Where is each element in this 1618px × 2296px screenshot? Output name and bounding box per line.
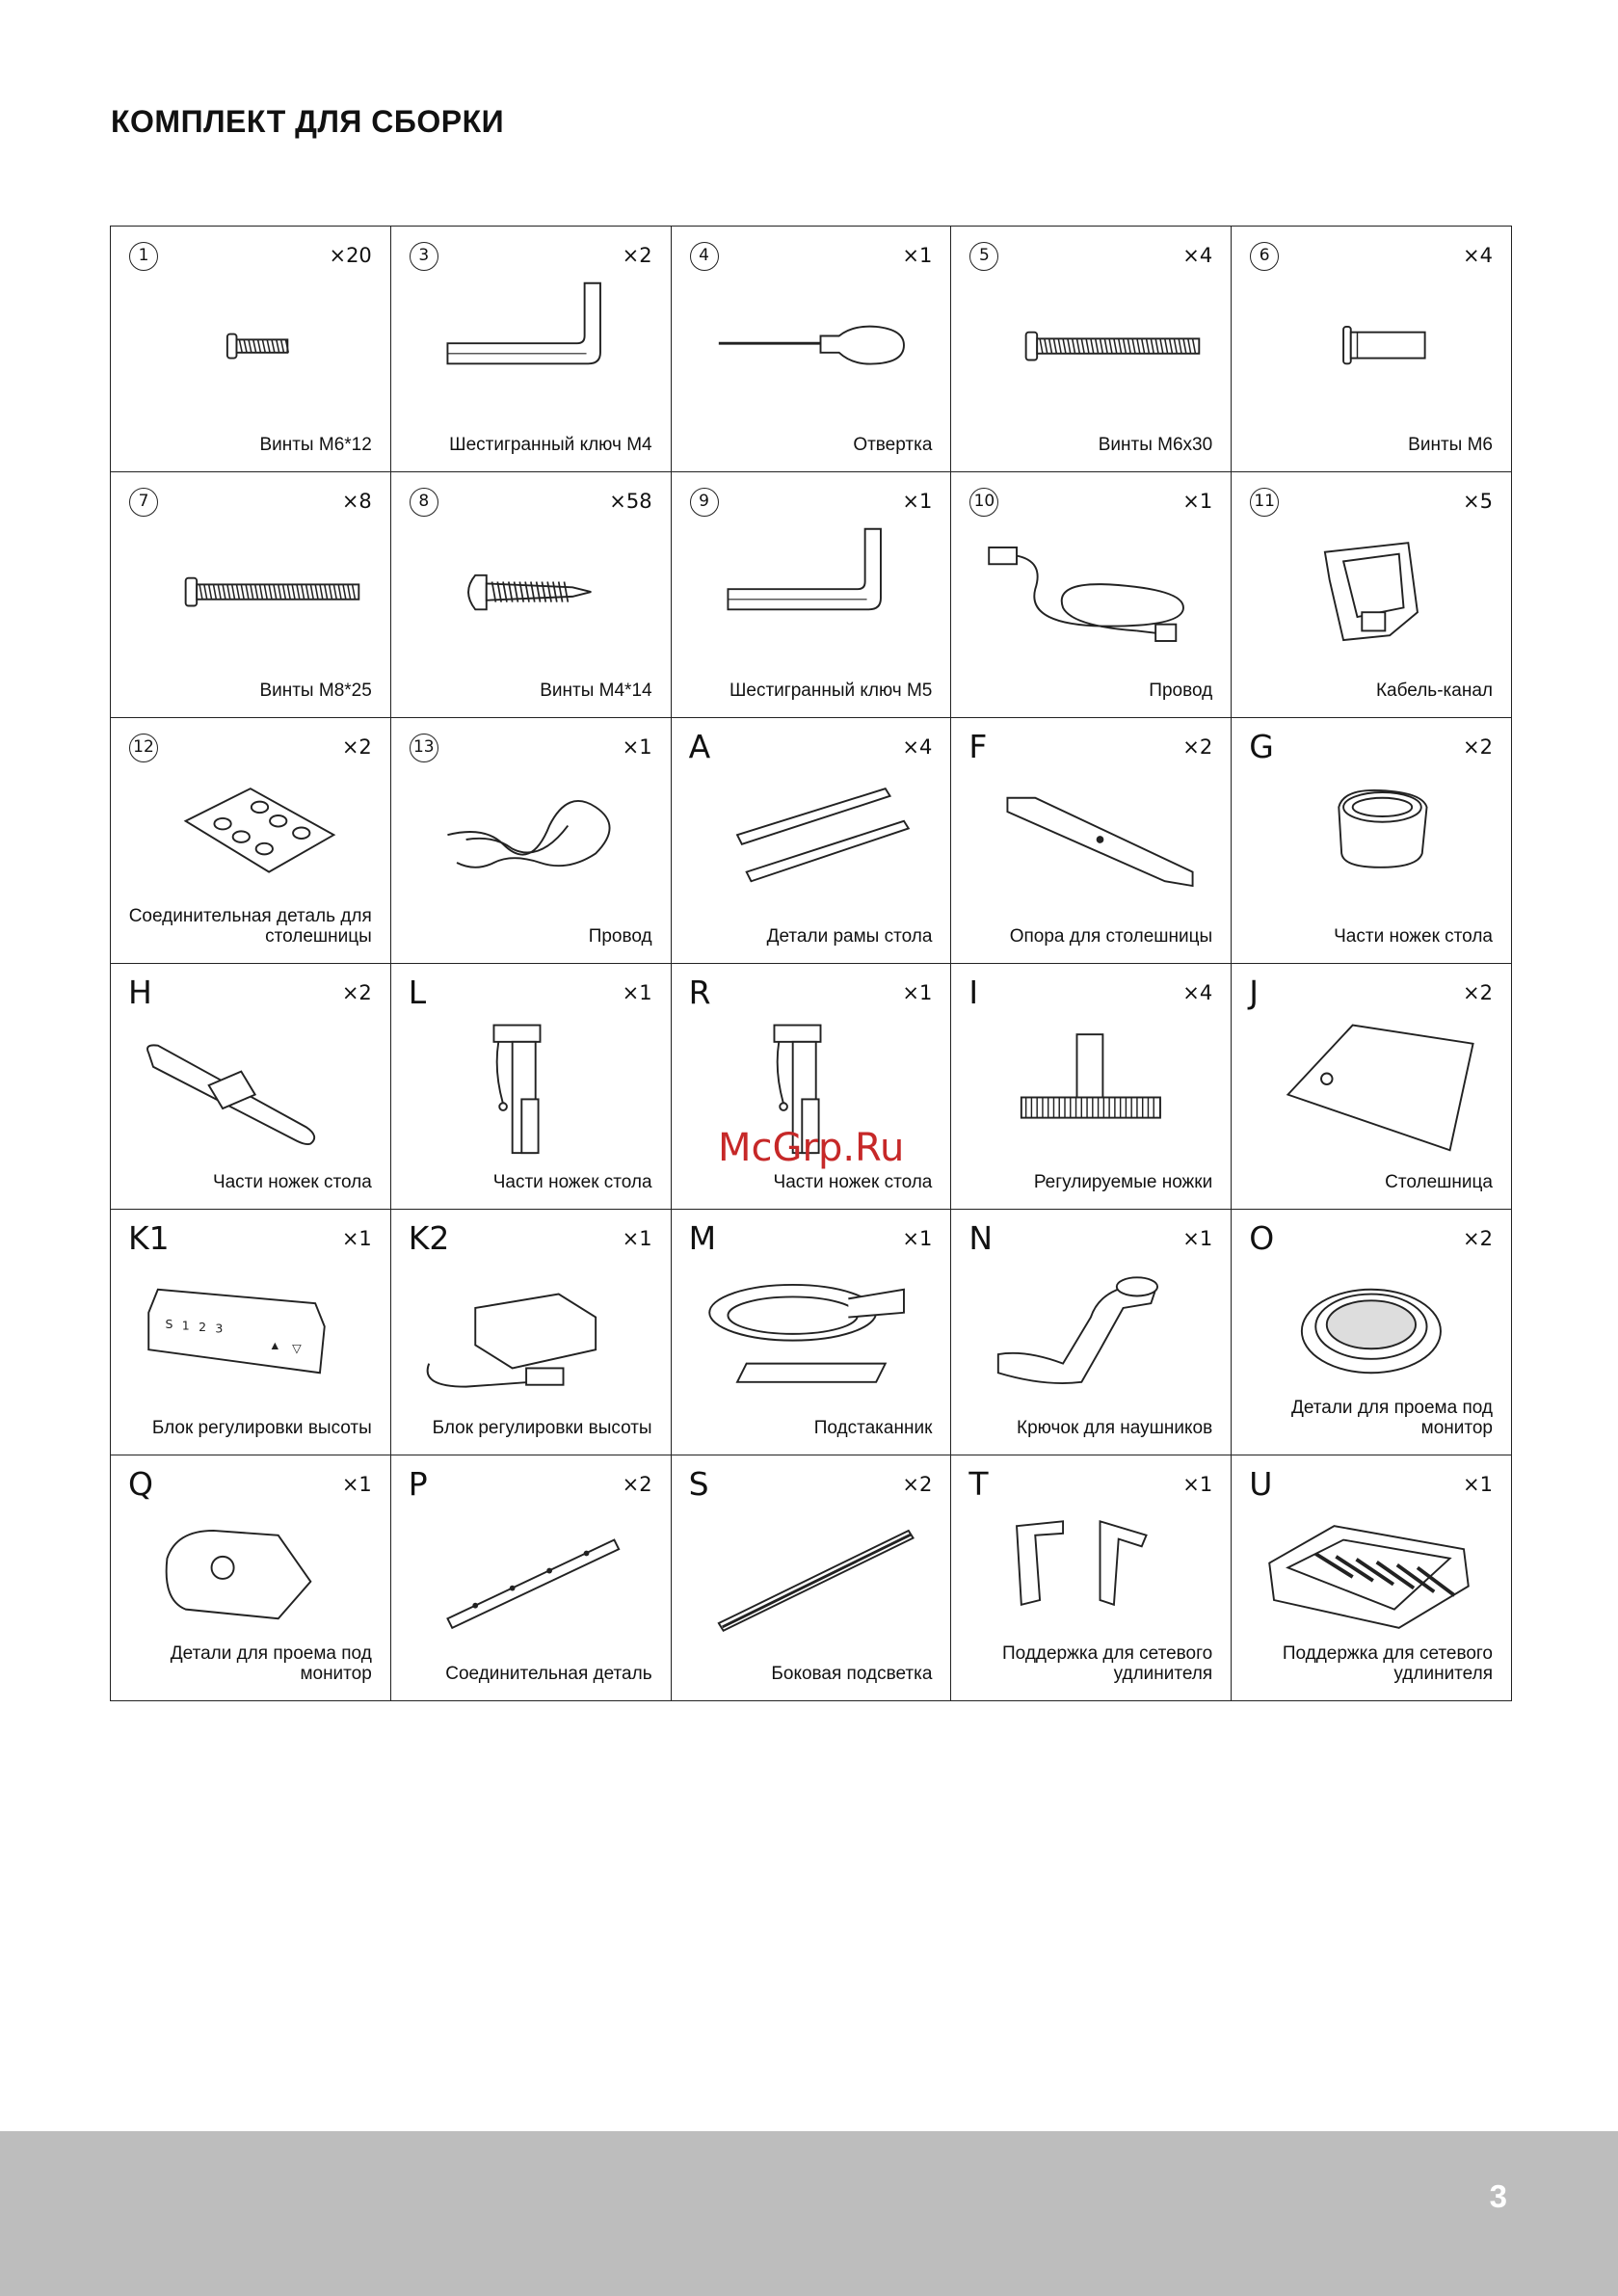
- part-number: 12: [129, 734, 158, 762]
- frame-rail-icon-drawing: [691, 764, 932, 915]
- part-cell-m: [672, 1210, 952, 1455]
- part-number: 1: [129, 242, 158, 271]
- hex-key-icon-drawing: [691, 519, 932, 669]
- part-quantity: ×4: [1182, 244, 1213, 267]
- part-quantity: ×1: [622, 1227, 652, 1250]
- short-screw-icon: [130, 273, 371, 423]
- part-quantity: ×1: [341, 1473, 372, 1496]
- page-number: 3: [1489, 2178, 1507, 2214]
- top-support-icon: [970, 764, 1211, 915]
- wire-icon: [411, 764, 651, 915]
- part-cell-l: [391, 964, 672, 1210]
- part-quantity: ×1: [902, 981, 933, 1004]
- monitor-base-icon-drawing: [130, 1502, 371, 1652]
- part-label: Крючок для наушников: [1017, 1418, 1213, 1438]
- part-number: 11: [1250, 488, 1279, 517]
- part-number: N: [968, 1219, 994, 1257]
- part-number: 3: [410, 242, 438, 271]
- long-screw-icon-drawing: [970, 273, 1211, 423]
- cup-holder-icon: [691, 1256, 932, 1406]
- part-label: Детали для проема под монитор: [1290, 1398, 1493, 1438]
- monitor-base-icon: [130, 1502, 371, 1652]
- tabletop-icon-drawing: [1251, 1010, 1492, 1161]
- control-box-icon-drawing: [411, 1256, 651, 1406]
- part-label: Части ножек стола: [773, 1172, 933, 1192]
- part-number: L: [408, 974, 427, 1011]
- part-number: I: [968, 974, 979, 1011]
- connector-rail-icon-drawing: [411, 1502, 651, 1652]
- part-quantity: ×4: [1463, 244, 1493, 267]
- part-number: 5: [969, 242, 998, 271]
- part-cell-6: [1232, 227, 1512, 472]
- parts-grid: [110, 226, 1512, 1701]
- tabletop-icon: [1251, 1010, 1492, 1161]
- part-quantity: ×20: [329, 244, 372, 267]
- part-cell-9: [672, 472, 952, 718]
- footer-bar: [0, 2131, 1618, 2296]
- power-cable-icon: [970, 519, 1211, 669]
- part-label: Части ножек стола: [212, 1172, 372, 1192]
- part-quantity: ×58: [609, 490, 652, 513]
- part-cell-t: [951, 1455, 1232, 1701]
- part-label: Провод: [1149, 681, 1213, 701]
- long-screw-icon-drawing: [130, 519, 371, 669]
- part-label: Винты М6*12: [259, 435, 372, 455]
- top-support-icon-drawing: [970, 764, 1211, 915]
- wood-screw-icon-drawing: [411, 519, 651, 669]
- tray-icon: [1251, 1502, 1492, 1652]
- part-cell-s: [672, 1455, 952, 1701]
- part-quantity: ×1: [341, 1227, 372, 1250]
- part-label: Опора для столешницы: [1009, 926, 1213, 947]
- long-screw-icon: [970, 273, 1211, 423]
- cup-holder-icon-drawing: [691, 1256, 932, 1406]
- control-panel-button-label: 3: [215, 1321, 224, 1336]
- power-cable-icon-drawing: [970, 519, 1211, 669]
- bracket-icon-drawing: [970, 1502, 1211, 1652]
- part-quantity: ×2: [1463, 735, 1493, 759]
- part-label: Шестигранный ключ М4: [449, 435, 652, 455]
- part-label: Винты М6х30: [1098, 435, 1213, 455]
- part-cell-h: [111, 964, 391, 1210]
- part-number: 6: [1250, 242, 1279, 271]
- leg-cap-icon-drawing: [1251, 764, 1492, 915]
- connector-plate-icon: [130, 764, 371, 915]
- adjustable-foot-icon-drawing: [970, 1010, 1211, 1161]
- part-quantity: ×2: [902, 1473, 933, 1496]
- short-screw-icon-drawing: [130, 273, 371, 423]
- part-quantity: ×4: [902, 735, 933, 759]
- control-panel-button-label: 2: [199, 1320, 207, 1334]
- part-cell-5: [951, 227, 1232, 472]
- part-cell-13: [391, 718, 672, 964]
- part-label: Детали для проема под монитор: [170, 1643, 372, 1684]
- part-number: 7: [129, 488, 158, 517]
- hex-key-icon: [411, 273, 651, 423]
- part-cell-11: [1232, 472, 1512, 718]
- control-panel-icon: [130, 1256, 371, 1406]
- part-cell-u: [1232, 1455, 1512, 1701]
- foot-base-icon-drawing: [130, 1010, 371, 1161]
- headphone-hook-icon-drawing: [970, 1256, 1211, 1406]
- part-number: U: [1249, 1465, 1273, 1503]
- part-number: 4: [690, 242, 719, 271]
- long-screw-icon: [130, 519, 371, 669]
- part-number: 13: [410, 734, 438, 762]
- part-cell-3: [391, 227, 672, 472]
- part-quantity: ×2: [622, 244, 652, 267]
- wood-screw-icon: [411, 519, 651, 669]
- part-number: G: [1249, 728, 1274, 765]
- connector-rail-icon: [411, 1502, 651, 1652]
- part-quantity: ×2: [1463, 981, 1493, 1004]
- control-panel-button-label: S: [165, 1317, 173, 1332]
- barrel-bolt-icon-drawing: [1251, 273, 1492, 423]
- part-label: Блок регулировки высоты: [432, 1418, 652, 1438]
- part-cell-n: [951, 1210, 1232, 1455]
- part-quantity: ×1: [622, 981, 652, 1004]
- part-cell-q: [111, 1455, 391, 1701]
- screwdriver-icon: [691, 273, 932, 423]
- cable-clip-icon: [1251, 519, 1492, 669]
- part-number: 8: [410, 488, 438, 517]
- part-label: Детали рамы стола: [766, 926, 933, 947]
- part-quantity: ×8: [341, 490, 372, 513]
- part-cell-o: [1232, 1210, 1512, 1455]
- part-cell-8: [391, 472, 672, 718]
- light-strip-icon-drawing: [691, 1502, 932, 1652]
- part-quantity: ×2: [622, 1473, 652, 1496]
- part-cell-a: [672, 718, 952, 964]
- part-quantity: ×4: [1182, 981, 1213, 1004]
- part-quantity: ×2: [1182, 735, 1213, 759]
- part-number: P: [408, 1465, 428, 1503]
- part-quantity: ×5: [1463, 490, 1493, 513]
- part-cell-k2: [391, 1210, 672, 1455]
- part-number: S: [688, 1465, 709, 1503]
- part-number: 10: [969, 488, 998, 517]
- part-label: Столешница: [1385, 1172, 1493, 1192]
- page-title: КОМПЛЕКТ ДЛЯ СБОРКИ: [111, 104, 505, 139]
- part-cell-1: [111, 227, 391, 472]
- part-cell-p: [391, 1455, 672, 1701]
- part-label: Винты М8*25: [259, 681, 372, 701]
- part-label: Блок регулировки высоты: [151, 1418, 372, 1438]
- frame-rail-icon: [691, 764, 932, 915]
- part-number: A: [688, 728, 711, 765]
- tray-icon-drawing: [1251, 1502, 1492, 1652]
- part-number: Q: [128, 1465, 153, 1503]
- grommet-icon-drawing: [1251, 1256, 1492, 1406]
- part-quantity: ×1: [902, 490, 933, 513]
- light-strip-icon: [691, 1502, 932, 1652]
- part-label: Шестигранный ключ М5: [729, 681, 933, 701]
- part-cell-10: [951, 472, 1232, 718]
- part-cell-4: [672, 227, 952, 472]
- part-number: O: [1249, 1219, 1275, 1257]
- part-number: H: [128, 974, 152, 1011]
- control-panel-button-label: 1: [181, 1318, 190, 1333]
- part-label: Поддержка для сетевого удлинителя: [1002, 1643, 1213, 1684]
- part-label: Боковая подсветка: [771, 1664, 933, 1684]
- part-label: Кабель-канал: [1375, 681, 1493, 701]
- part-quantity: ×2: [341, 981, 372, 1004]
- part-label: Винты М4*14: [540, 681, 652, 701]
- barrel-bolt-icon: [1251, 273, 1492, 423]
- screwdriver-icon-drawing: [691, 273, 932, 423]
- part-quantity: ×2: [341, 735, 372, 759]
- part-cell-7: [111, 472, 391, 718]
- watermark: McGrp.Ru: [718, 1126, 905, 1170]
- hex-key-icon: [691, 519, 932, 669]
- part-number: R: [688, 974, 711, 1011]
- part-cell-g: [1232, 718, 1512, 964]
- part-number: 9: [690, 488, 719, 517]
- up-arrow-icon: ▲: [269, 1339, 281, 1353]
- part-label: Соединительная деталь: [445, 1664, 652, 1684]
- part-cell-r: [672, 964, 952, 1210]
- part-quantity: ×1: [622, 735, 652, 759]
- bracket-icon: [970, 1502, 1211, 1652]
- hex-key-icon-drawing: [411, 273, 651, 423]
- connector-plate-icon-drawing: [130, 764, 371, 915]
- part-label: Поддержка для сетевого удлинителя: [1282, 1643, 1493, 1684]
- part-label: Провод: [588, 926, 652, 947]
- part-label: Части ножек стола: [1334, 926, 1493, 947]
- cable-clip-icon-drawing: [1251, 519, 1492, 669]
- part-cell-i: [951, 964, 1232, 1210]
- leg-column-icon: [411, 1010, 651, 1161]
- part-number: K1: [128, 1219, 170, 1257]
- part-label: Подстаканник: [813, 1418, 933, 1438]
- part-quantity: ×2: [1463, 1227, 1493, 1250]
- grommet-icon: [1251, 1256, 1492, 1406]
- control-box-icon: [411, 1256, 651, 1406]
- part-quantity: ×1: [1463, 1473, 1493, 1496]
- part-label: Винты М6: [1408, 435, 1493, 455]
- part-number: F: [968, 728, 988, 765]
- headphone-hook-icon: [970, 1256, 1211, 1406]
- adjustable-foot-icon: [970, 1010, 1211, 1161]
- leg-cap-icon: [1251, 764, 1492, 915]
- part-number: T: [968, 1465, 989, 1503]
- part-quantity: ×1: [1182, 490, 1213, 513]
- part-number: J: [1249, 974, 1259, 1011]
- part-quantity: ×1: [902, 1227, 933, 1250]
- part-number: K2: [408, 1219, 450, 1257]
- part-cell-k1: [111, 1210, 391, 1455]
- foot-base-icon: [130, 1010, 371, 1161]
- part-label: Части ножек стола: [492, 1172, 652, 1192]
- leg-column-icon-drawing: [411, 1010, 651, 1161]
- down-arrow-icon: ▽: [292, 1342, 302, 1356]
- part-number: M: [688, 1219, 717, 1257]
- part-label: Отвертка: [853, 435, 933, 455]
- part-quantity: ×1: [902, 244, 933, 267]
- part-cell-12: [111, 718, 391, 964]
- part-quantity: ×1: [1182, 1473, 1213, 1496]
- wire-icon-drawing: [411, 764, 651, 915]
- control-panel-icon-drawing: [130, 1256, 371, 1406]
- part-cell-f: [951, 718, 1232, 964]
- part-cell-j: [1232, 964, 1512, 1210]
- part-label: Соединительная деталь для столешницы: [128, 906, 372, 947]
- part-label: Регулируемые ножки: [1033, 1172, 1213, 1192]
- part-quantity: ×1: [1182, 1227, 1213, 1250]
